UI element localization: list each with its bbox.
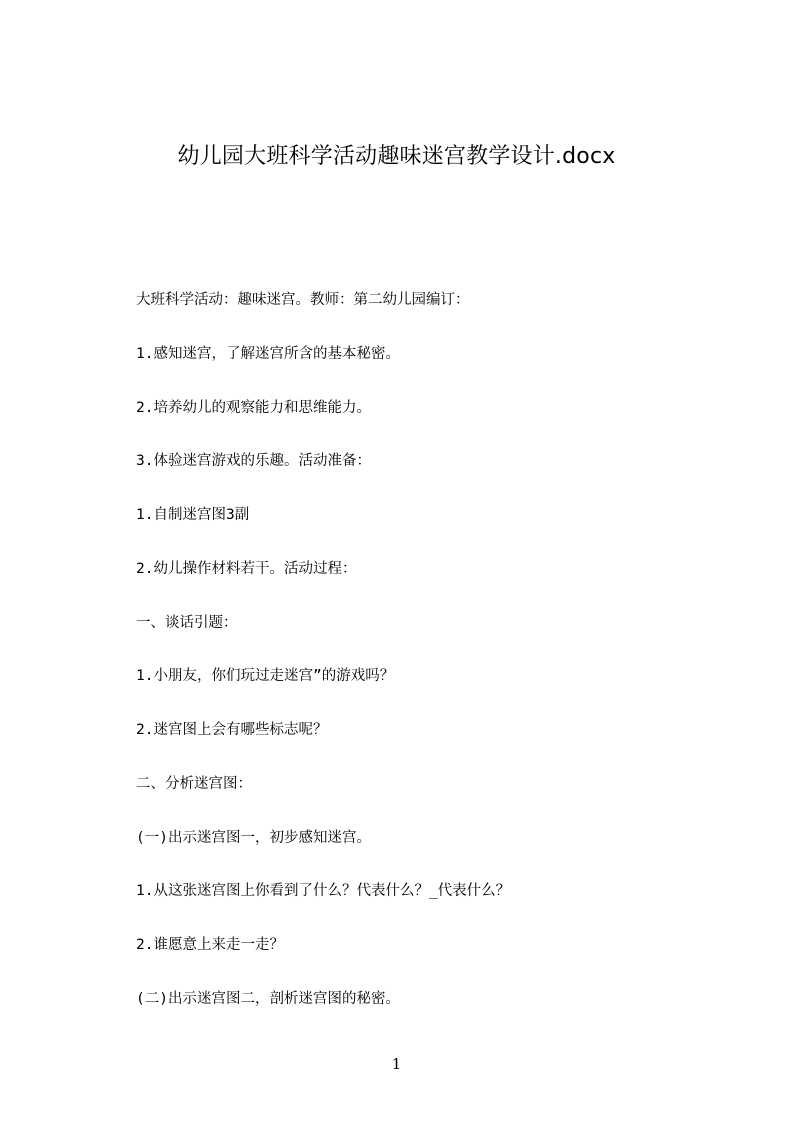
paragraph: 2.幼儿操作材料若干。活动过程： [136,560,357,577]
paragraph: 1.从这张迷宫图上你看到了什么？代表什么？_代表什么？ [136,883,511,900]
paragraph: 1.感知迷宫，了解迷宫所含的基本秘密。 [136,345,400,362]
section-heading: 二、分析迷宫图： [136,775,252,792]
paragraph: 3.体验迷宫游戏的乐趣。活动准备： [136,453,371,470]
paragraph: 大班科学活动：趣味迷宫。教师：第二幼儿园编订： [136,292,470,308]
paragraph: 2.培养幼儿的观察能力和思维能力。 [136,399,371,416]
paragraph: 1.小朋友，你们玩过走迷宫”的游戏吗？ [136,668,395,685]
document-body [136,287,696,1040]
page-number: 1 [391,1055,402,1073]
document-title: 幼儿园大班科学活动趣味迷宫教学设计.docx [177,144,616,169]
paragraph: 1.自制迷宫图3副 [136,507,250,523]
section-heading: 一、谈话引题： [136,614,238,631]
paragraph: 2.迷宫图上会有哪些标志呢？ [136,722,328,738]
subsection-heading: (一)出示迷宫图一，初步感知迷宫。 [136,829,371,846]
subsection-heading: (二)出示迷宫图二，剖析迷宫图的秘密。 [136,990,400,1007]
paragraph: 2.谁愿意上来走一走？ [136,937,284,953]
